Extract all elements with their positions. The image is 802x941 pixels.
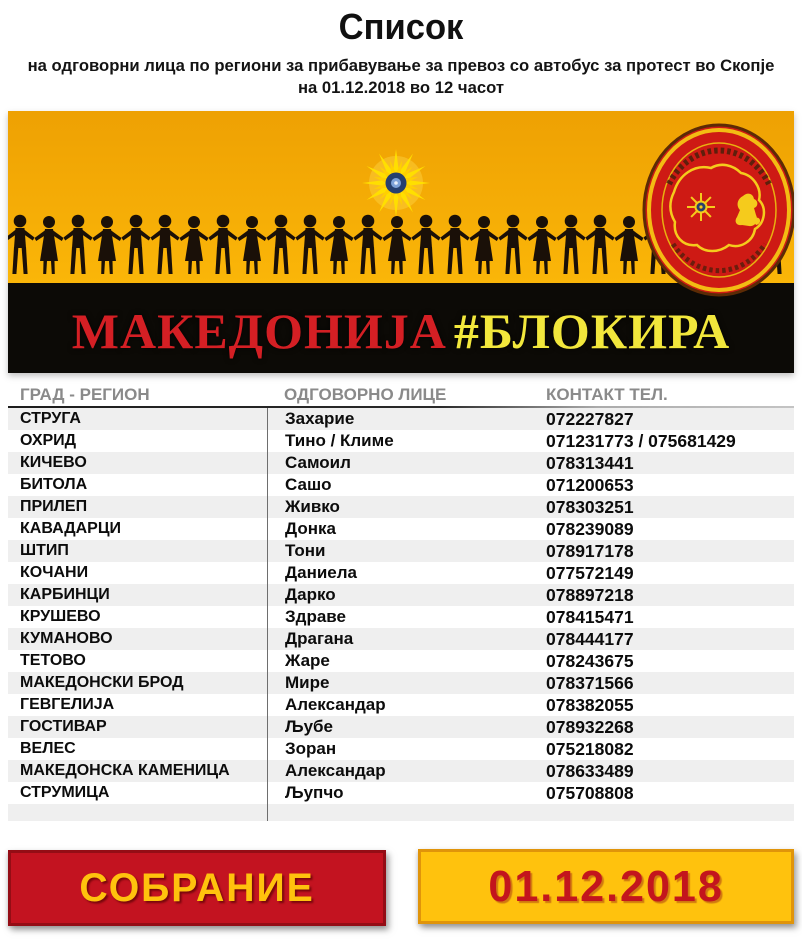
- region-cell: КУМАНОВО: [20, 630, 113, 647]
- table-row: [8, 408, 794, 430]
- phone-cell: 078444177: [546, 629, 634, 649]
- assembly-label: СОБРАНИЕ: [79, 865, 315, 910]
- region-cell: КРУШЕВО: [20, 608, 101, 625]
- phone-cell: 078303251: [546, 497, 634, 517]
- column-divider: [267, 804, 794, 821]
- table-row: [8, 584, 794, 606]
- phone-cell: 078932268: [546, 717, 634, 737]
- table-row: [8, 760, 794, 782]
- person-cell: Драгана: [267, 628, 543, 650]
- table-row: [8, 650, 794, 672]
- table-row: [8, 716, 794, 738]
- region-cell: КАРБИНЦИ: [20, 586, 110, 603]
- region-cell: СТРУГА: [20, 410, 81, 427]
- date-banner: [418, 849, 795, 924]
- region-cell: БИТОЛА: [20, 476, 88, 493]
- region-cell: ПРИЛЕП: [20, 498, 88, 515]
- banner-text: [8, 295, 794, 367]
- person-cell: Здраве: [267, 606, 543, 628]
- subtitle-line-1: на одговорни лица по региони за прибавување за превоз со автобус за протест во Скопје: [27, 56, 775, 75]
- table-row: [8, 606, 794, 628]
- region-cell: ГОСТИВАР: [20, 718, 107, 735]
- person-cell: Захарие: [267, 408, 543, 430]
- table-row: [8, 474, 794, 496]
- person-cell: Љупчо: [267, 782, 543, 804]
- region-cell: ГЕВГЕЛИЈА: [20, 696, 115, 713]
- region-cell: МАКЕДОНСКИ БРОД: [20, 674, 184, 691]
- person-cell: Тино / Климе: [267, 430, 543, 452]
- region-cell: ОХРИД: [20, 432, 77, 449]
- protest-banner: [8, 111, 794, 373]
- table-row: [8, 694, 794, 716]
- table-row: [8, 518, 794, 540]
- phone-cell: 078897218: [546, 585, 634, 605]
- page-title: Список: [338, 6, 464, 47]
- person-cell: Александар: [267, 694, 543, 716]
- person-cell: Зоран: [267, 738, 543, 760]
- phone-cell: 078313441: [546, 453, 634, 473]
- subtitle: [16, 55, 786, 99]
- footer-banners: [8, 850, 794, 926]
- macedonia-emblem-icon: [644, 125, 794, 295]
- phone-cell: 078239089: [546, 519, 634, 539]
- assembly-banner: [8, 850, 386, 926]
- banner-text-makedonija: МАКЕДОНИЈА: [71, 303, 447, 359]
- table-body: [8, 408, 794, 804]
- phone-cell: 078371566: [546, 673, 634, 693]
- phone-cell: 077572149: [546, 563, 634, 583]
- table-row: [8, 672, 794, 694]
- poster-page: [0, 6, 802, 926]
- region-cell: КОЧАНИ: [20, 564, 89, 581]
- region-cell: КАВАДАРЦИ: [20, 520, 122, 537]
- table-empty-row: [8, 804, 794, 821]
- banner-text-blokira: #БЛОКИРА: [453, 303, 731, 359]
- header-responsible-person: ОДГОВОРНО ЛИЦЕ: [284, 384, 447, 404]
- person-cell: Самоил: [267, 452, 543, 474]
- phone-cell: 078415471: [546, 607, 634, 627]
- table-row: [8, 562, 794, 584]
- table-row: [8, 430, 794, 452]
- date-label: 01.12.2018: [488, 861, 724, 911]
- phone-cell: 078633489: [546, 761, 634, 781]
- header-contact-phone: КОНТАКТ ТЕЛ.: [546, 384, 668, 404]
- table-row: [8, 452, 794, 474]
- phone-cell: 075708808: [546, 783, 634, 803]
- person-cell: Мире: [267, 672, 543, 694]
- person-cell: Александар: [267, 760, 543, 782]
- person-cell: Донка: [267, 518, 543, 540]
- phone-cell: 071200653: [546, 475, 634, 495]
- person-cell: Живко: [267, 496, 543, 518]
- phone-cell: 072227827: [546, 409, 634, 429]
- region-cell: СТРУМИЦА: [20, 784, 110, 801]
- table-row: [8, 782, 794, 804]
- person-cell: Тони: [267, 540, 543, 562]
- header-city-region: ГРАД - РЕГИОН: [20, 384, 150, 404]
- region-cell: МАКЕДОНСКА КАМЕНИЦА: [20, 762, 230, 779]
- table-row: [8, 496, 794, 518]
- region-cell: ШТИП: [20, 542, 69, 559]
- person-cell: Сашо: [267, 474, 543, 496]
- phone-cell: 075218082: [546, 739, 634, 759]
- contacts-table: [8, 383, 794, 821]
- table-row: [8, 738, 794, 760]
- table-row: [8, 540, 794, 562]
- region-cell: ТЕТОВО: [20, 652, 86, 669]
- table-header: [8, 383, 794, 408]
- phone-cell: 078917178: [546, 541, 634, 561]
- table-row: [8, 628, 794, 650]
- person-cell: Жаре: [267, 650, 543, 672]
- region-cell: КИЧЕВО: [20, 454, 87, 471]
- region-cell: ВЕЛЕС: [20, 740, 76, 757]
- phone-cell: 078382055: [546, 695, 634, 715]
- subtitle-line-2: на 01.12.2018 во 12 часот: [297, 78, 505, 97]
- person-cell: Дарко: [267, 584, 543, 606]
- phone-cell: 078243675: [546, 651, 634, 671]
- person-cell: Даниела: [267, 562, 543, 584]
- person-cell: Љубе: [267, 716, 543, 738]
- phone-cell: 071231773 / 075681429: [546, 431, 736, 451]
